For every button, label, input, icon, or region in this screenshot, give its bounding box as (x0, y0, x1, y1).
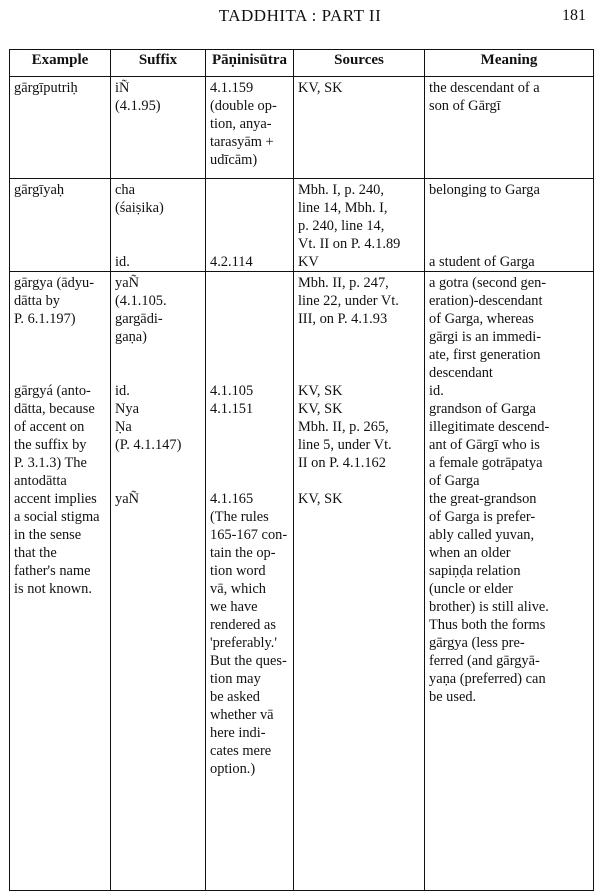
cell-line: rendered as (210, 617, 276, 633)
column-header-sources: Sources (294, 50, 425, 77)
cell-line: Thus both the forms (429, 617, 546, 633)
cell-line: 4.1.151 (210, 401, 254, 417)
cell-line: II on P. 4.1.162 (298, 455, 386, 471)
meaning-cell (425, 77, 594, 179)
cell-line: Vt. II on P. 4.1.89 (298, 236, 401, 252)
column-header-example: Example (10, 50, 111, 77)
cell-line: (4.1.105. (115, 293, 167, 309)
column-header-sutra: Pāṇinisūtra (206, 50, 294, 77)
cell-line (14, 217, 107, 235)
cell-line: father's name (14, 563, 91, 579)
cell-line: yaÑ (115, 275, 139, 291)
cell-line (298, 364, 421, 382)
cell-line (210, 454, 290, 472)
cell-line: the great-grandson (429, 491, 537, 507)
sutra-cell (206, 179, 294, 272)
cell-line (210, 181, 290, 199)
cell-line: yaÑ (115, 491, 139, 507)
cell-line: we have (210, 599, 258, 615)
cell-line: whether vā (210, 707, 274, 723)
cell-line: option.) (210, 761, 256, 777)
cell-line: a female gotrāpatya (429, 455, 543, 471)
cell-line: (4.1.95) (115, 98, 161, 114)
meaning-cell (425, 179, 594, 272)
suffix-cell (111, 77, 206, 179)
cell-line: iÑ (115, 80, 130, 96)
table-row (10, 272, 594, 891)
cell-line (210, 199, 290, 217)
cell-line: KV, SK (298, 383, 343, 399)
cell-line: grandson of Garga (429, 401, 536, 417)
cell-line (298, 472, 421, 490)
cell-line: yaṇa (preferred) can (429, 671, 546, 687)
cell-line: KV (298, 254, 319, 270)
cell-line: a social stigma (14, 509, 100, 525)
cell-line: 4.1.165 (210, 491, 254, 507)
table-header-row (10, 50, 594, 77)
cell-line: gārgīyaḥ (14, 182, 65, 198)
cell-line (210, 436, 290, 454)
cell-line (14, 199, 107, 217)
cell-line: P. 3.1.3) The (14, 455, 87, 471)
meaning-cell (425, 272, 594, 891)
cell-line: a student of Garga (429, 254, 535, 270)
cell-line: illegitimate descend- (429, 419, 550, 435)
cell-line: Nya (115, 401, 139, 417)
column-header-meaning: Meaning (425, 50, 594, 77)
cell-line: eration)-descendant (429, 293, 543, 309)
example-cell (10, 77, 111, 179)
cell-line: is not known. (14, 581, 92, 597)
cell-line (210, 418, 290, 436)
cell-line: III, on P. 4.1.93 (298, 311, 388, 327)
cell-line (115, 454, 202, 472)
cell-line: accent implies (14, 491, 97, 507)
cell-line: son of Gārgī (429, 98, 501, 114)
cell-line (429, 217, 590, 235)
cell-line: gaṇa) (115, 329, 147, 345)
cell-line: (śaiṣika) (115, 200, 164, 216)
cell-line: But the ques- (210, 653, 287, 669)
cell-line: cha (115, 182, 135, 198)
cell-line: ant of Gārgī who is (429, 437, 540, 453)
cell-line: tain the op- (210, 545, 276, 561)
cell-line (14, 364, 107, 382)
cell-line: be used. (429, 689, 477, 705)
suffix-table (9, 49, 594, 891)
cell-line: gārgya (ādyu- (14, 275, 95, 291)
cell-line: of Garga is prefer- (429, 509, 536, 525)
cell-line (115, 235, 202, 253)
cell-line (429, 235, 590, 253)
cell-line: tarasyām + (210, 134, 274, 150)
cell-line (210, 217, 290, 235)
cell-line (14, 346, 107, 364)
cell-line (210, 274, 290, 292)
cell-line: id. (115, 254, 130, 270)
cell-line: (The rules (210, 509, 269, 525)
cell-line: ferred (and gārgyā- (429, 653, 540, 669)
cell-line: ably called yuvan, (429, 527, 535, 543)
column-header-suffix: Suffix (111, 50, 206, 77)
cell-line (210, 328, 290, 346)
cell-line: id. (429, 383, 444, 399)
cell-line: of Garga, whereas (429, 311, 534, 327)
page-number: 181 (562, 7, 586, 24)
cell-line: 'preferably.' (210, 635, 277, 651)
cell-line: KV, SK (298, 80, 343, 96)
cell-line: p. 240, line 14, (298, 218, 385, 234)
cell-line: antodātta (14, 473, 67, 489)
sutra-cell (206, 272, 294, 891)
cell-line (210, 292, 290, 310)
sources-cell (294, 179, 425, 272)
cell-line: gārgya (less pre- (429, 635, 525, 651)
cell-line: Mbh. II, p. 265, (298, 419, 389, 435)
cell-line (210, 310, 290, 328)
cell-line: dātta by (14, 293, 60, 309)
suffix-cell (111, 179, 206, 272)
example-cell (10, 179, 111, 272)
cell-line: (P. 4.1.147) (115, 437, 182, 453)
cell-line: be asked (210, 689, 260, 705)
cell-line: KV, SK (298, 401, 343, 417)
page-header (0, 6, 600, 28)
cell-line: that the (14, 545, 57, 561)
cell-line (115, 346, 202, 364)
cell-line: vā, which (210, 581, 266, 597)
cell-line: (uncle or elder (429, 581, 513, 597)
cell-line (14, 235, 107, 253)
cell-line: id. (115, 383, 130, 399)
cell-line (115, 364, 202, 382)
cell-line: cates mere (210, 743, 272, 759)
cell-line: a gotra (second gen- (429, 275, 547, 291)
cell-line (210, 235, 290, 253)
cell-line: P. 6.1.197) (14, 311, 76, 327)
cell-line: of Garga (429, 473, 480, 489)
cell-line: brother) is still alive. (429, 599, 549, 615)
cell-line (210, 364, 290, 382)
cell-line: tion may (210, 671, 261, 687)
cell-line: in the sense (14, 527, 82, 543)
table-row (10, 179, 594, 272)
cell-line: tion word (210, 563, 266, 579)
cell-line: line 14, Mbh. I, (298, 200, 388, 216)
cell-line: line 22, under Vt. (298, 293, 399, 309)
cell-line: udīcām) (210, 152, 258, 168)
cell-line: line 5, under Vt. (298, 437, 392, 453)
example-cell (10, 272, 111, 891)
cell-line (298, 328, 421, 346)
cell-line: when an older (429, 545, 511, 561)
cell-line: KV, SK (298, 491, 343, 507)
cell-line: Mbh. I, p. 240, (298, 182, 384, 198)
cell-line: 4.1.159 (210, 80, 254, 96)
cell-line: Ṇa (115, 419, 132, 435)
suffix-cell (111, 272, 206, 891)
cell-line (115, 217, 202, 235)
cell-line (115, 472, 202, 490)
cell-line (210, 472, 290, 490)
cell-line (298, 346, 421, 364)
cell-line: dātta, because (14, 401, 95, 417)
cell-line: Mbh. II, p. 247, (298, 275, 389, 291)
sutra-cell (206, 77, 294, 179)
sources-cell (294, 272, 425, 891)
table-row (10, 77, 594, 179)
cell-line: 4.1.105 (210, 383, 254, 399)
cell-line: the descendant of a (429, 80, 540, 96)
cell-line: gārgi is an immedi- (429, 329, 542, 345)
cell-line: 4.2.114 (210, 254, 253, 270)
cell-line (14, 328, 107, 346)
running-title: TADDHITA : PART II (218, 6, 382, 25)
cell-line: sapiṇḍa relation (429, 563, 521, 579)
cell-line: gārgyá (anto- (14, 383, 91, 399)
cell-line: gargādi- (115, 311, 163, 327)
cell-line: here indi- (210, 725, 266, 741)
cell-line: 165-167 con- (210, 527, 288, 543)
sources-cell (294, 77, 425, 179)
cell-line: (double op- (210, 98, 277, 114)
cell-line: descendant (429, 365, 493, 381)
cell-line (210, 346, 290, 364)
cell-line: ate, first generation (429, 347, 541, 363)
cell-line (14, 253, 107, 271)
cell-line: the suffix by (14, 437, 87, 453)
cell-line: tion, anya- (210, 116, 272, 132)
cell-line (429, 199, 590, 217)
cell-line: of accent on (14, 419, 85, 435)
cell-line: belonging to Garga (429, 182, 540, 198)
cell-line: gārgīputriḥ (14, 80, 78, 96)
